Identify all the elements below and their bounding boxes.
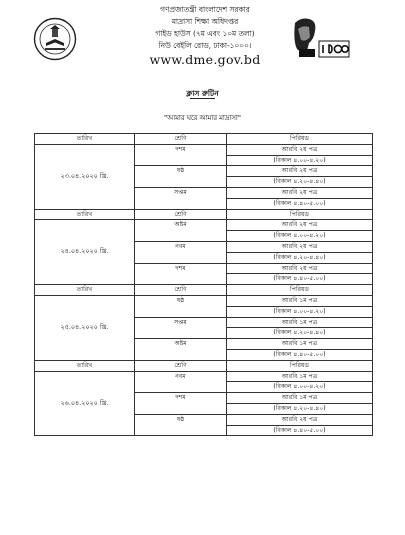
title-underline [190, 98, 215, 99]
class-column-header: শ্রেণি [135, 285, 227, 296]
date-column-header: তারিখ [35, 134, 135, 145]
date-column-header: তারিখ [35, 285, 135, 296]
building-address: গাইড হাউস (৭ম এবং ১০ম তলা) [155, 29, 255, 38]
class-cell: সপ্তম [135, 187, 227, 209]
subject-cell: আরবি ২য় পত্র [227, 220, 373, 231]
date-column-header: তারিখ [35, 360, 135, 371]
table-row [35, 295, 373, 306]
table-header-row [35, 360, 373, 371]
time-cell: (বিকাল ৪.২০-৪.৪০) [227, 252, 373, 263]
period-column-header: পিরিয়ড [227, 360, 373, 371]
office-address-block [95, 4, 315, 67]
time-cell: (বিকাল ৪.৪০-৫.০০) [227, 425, 373, 436]
class-column-header: শ্রেণি [135, 134, 227, 145]
table-header-row [35, 134, 373, 145]
time-cell: (বিকাল ৪.২০-৪.৪০) [227, 328, 373, 339]
class-cell: ষষ্ঠ [135, 414, 227, 436]
period-column-header: পিরিয়ড [227, 209, 373, 220]
class-cell: ষষ্ঠ [135, 295, 227, 317]
time-cell: (বিকাল ৪.০০-৪.২০) [227, 382, 373, 393]
page-subtitle: "আমার ঘরে আমার মাদ্রাসা" [164, 114, 241, 122]
subject-cell: আরবি ২য় পত্র [227, 263, 373, 274]
website-link[interactable]: www.dme.gov.bd [149, 52, 261, 67]
time-cell: (বিকাল ৪.৪০-৫.০০) [227, 349, 373, 360]
class-routine-table [34, 133, 373, 436]
subject-cell: আরবি ২য় পত্র [227, 241, 373, 252]
date-cell: ২৫.০৪.২০২০ খ্রি. [35, 295, 135, 360]
time-cell: (বিকাল ৪.৪০-৫.০০) [227, 274, 373, 285]
page-title: ক্লাস রুটিন [186, 89, 219, 98]
class-column-header: শ্রেণি [135, 360, 227, 371]
subject-cell: আরবি ১ম পত্র [227, 339, 373, 350]
mujib-centenary-logo [291, 15, 355, 63]
date-cell: ২৬.০৪.২০২০ খ্রি. [35, 371, 135, 436]
subject-cell: আরবি ১ম পত্র [227, 295, 373, 306]
table-row [35, 144, 373, 155]
date-cell: ২৪.০৪.২০২০ খ্রি. [35, 220, 135, 285]
class-cell: অষ্টম [135, 220, 227, 242]
subject-cell: আরবি ২য় পত্র [227, 187, 373, 198]
class-cell: ষষ্ঠ [135, 166, 227, 188]
street-address: নিউ বেইলি রোড, ঢাকা-১০০০। [158, 41, 252, 50]
class-column-header: শ্রেণি [135, 209, 227, 220]
time-cell: (বিকাল ৪.০০-৪.২০) [227, 231, 373, 242]
period-column-header: পিরিয়ড [227, 134, 373, 145]
subject-cell: আরবি ২য় পত্র [227, 414, 373, 425]
class-cell: নবম [135, 241, 227, 263]
class-cell: দশম [135, 144, 227, 166]
class-cell: নবম [135, 371, 227, 393]
class-cell: দশম [135, 393, 227, 415]
time-cell: (বিকাল ৪.২০-৪.৪০) [227, 177, 373, 188]
madrasah-board-logo [33, 17, 77, 61]
table-header-row [35, 209, 373, 220]
subject-cell: আরবি ১ম পত্র [227, 317, 373, 328]
time-cell: (বিকাল ৪.৪০-৫.০০) [227, 198, 373, 209]
date-column-header: তারিখ [35, 209, 135, 220]
department-name: মাদ্রাসা শিক্ষা অধিদপ্তর [171, 17, 239, 26]
time-cell: (বিকাল ৪.০০-৪.২০) [227, 306, 373, 317]
class-cell: দশম [135, 263, 227, 285]
date-cell: ২৩.০৪.২০২০ খ্রি. [35, 144, 135, 209]
table-header-row [35, 285, 373, 296]
time-cell: (বিকাল ৪.০০-৪.২০) [227, 155, 373, 166]
subject-cell: আরবি ২য় পত্র [227, 166, 373, 177]
table-row [35, 371, 373, 382]
government-name: গণপ্রজাতন্ত্রী বাংলাদেশ সরকার [160, 5, 250, 14]
class-cell: সপ্তম [135, 317, 227, 339]
subject-cell: আরবি ১ম পত্র [227, 393, 373, 404]
subject-cell: আরবি ১ম পত্র [227, 371, 373, 382]
time-cell: (বিকাল ৪.২০-৪.৪০) [227, 403, 373, 414]
subject-cell: আরবি ২য় পত্র [227, 144, 373, 155]
class-cell: অষ্টম [135, 339, 227, 361]
table-row [35, 220, 373, 231]
period-column-header: পিরিয়ড [227, 285, 373, 296]
